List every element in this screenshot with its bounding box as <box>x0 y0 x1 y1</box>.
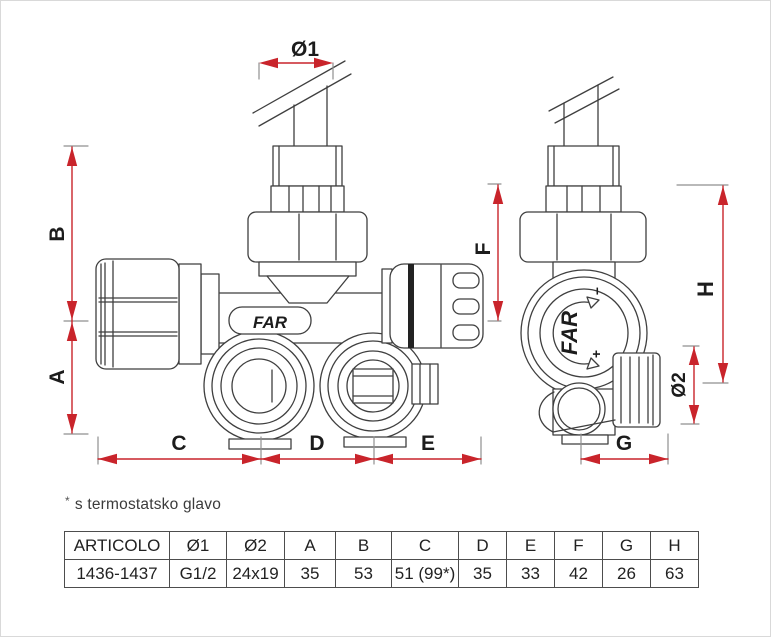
label-d: D <box>309 432 325 455</box>
port-left <box>204 331 314 449</box>
cell-f: 42 <box>555 560 603 588</box>
footnote-asterisk: * <box>65 494 70 508</box>
cell-e: 33 <box>507 560 555 588</box>
union-nut-side <box>520 146 646 289</box>
label-a: A <box>46 369 69 385</box>
table-header-row <box>65 532 699 560</box>
label-diameter1: Ø1 <box>290 38 320 61</box>
brand-badge-front <box>229 307 311 334</box>
cell-d2: 24x19 <box>227 560 285 588</box>
label-c: C <box>171 432 187 455</box>
cell-d: 35 <box>459 560 507 588</box>
label-h: H <box>693 281 718 297</box>
label-g: G <box>615 432 633 455</box>
footnote-text: s termostatsko glavo <box>74 496 222 513</box>
hex-fitting-front <box>412 364 438 404</box>
cell-a: 35 <box>285 560 336 588</box>
front-view <box>96 61 483 449</box>
header-d: D <box>459 532 507 560</box>
header-c: C <box>392 532 459 560</box>
cell-h: 63 <box>651 560 699 588</box>
header-f: F <box>555 532 603 560</box>
valve-dimension-drawing <box>1 1 770 496</box>
port-right <box>320 333 426 447</box>
side-view <box>520 77 660 444</box>
label-f: F <box>472 242 495 256</box>
header-g: G <box>603 532 651 560</box>
spec-table <box>64 531 699 588</box>
pipe-side <box>549 77 619 146</box>
header-d1: Ø1 <box>170 532 227 560</box>
cell-articolo: 1436-1437 <box>65 560 170 588</box>
pipe-front <box>253 61 351 146</box>
table-row <box>65 560 699 588</box>
brand-text-side: FAR <box>557 311 582 355</box>
dimension-h <box>718 186 728 382</box>
header-articolo: ARTICOLO <box>65 532 170 560</box>
cell-g: 26 <box>603 560 651 588</box>
header-b: B <box>336 532 392 560</box>
dimension-diameter2 <box>689 347 699 423</box>
dimension-g <box>581 454 668 464</box>
cell-c: 51 (99*) <box>392 560 459 588</box>
brand-text-front: FAR <box>253 313 287 332</box>
preset-knob <box>382 264 483 348</box>
dimension-c-d-e <box>98 454 481 464</box>
union-nut-front <box>248 146 367 276</box>
label-b: B <box>46 226 69 242</box>
cell-d1: G1/2 <box>170 560 227 588</box>
cell-b: 53 <box>336 560 392 588</box>
thermostatic-head <box>96 259 219 369</box>
dial-minus-label: − <box>589 286 605 296</box>
footnote <box>65 496 221 514</box>
label-e: E <box>420 432 436 455</box>
header-d2: Ø2 <box>227 532 285 560</box>
dial-plus-label: + <box>588 349 604 359</box>
header-e: E <box>507 532 555 560</box>
label-diameter2: Ø2 <box>669 372 690 398</box>
header-h: H <box>651 532 699 560</box>
cap-strap <box>539 392 554 432</box>
header-a: A <box>285 532 336 560</box>
